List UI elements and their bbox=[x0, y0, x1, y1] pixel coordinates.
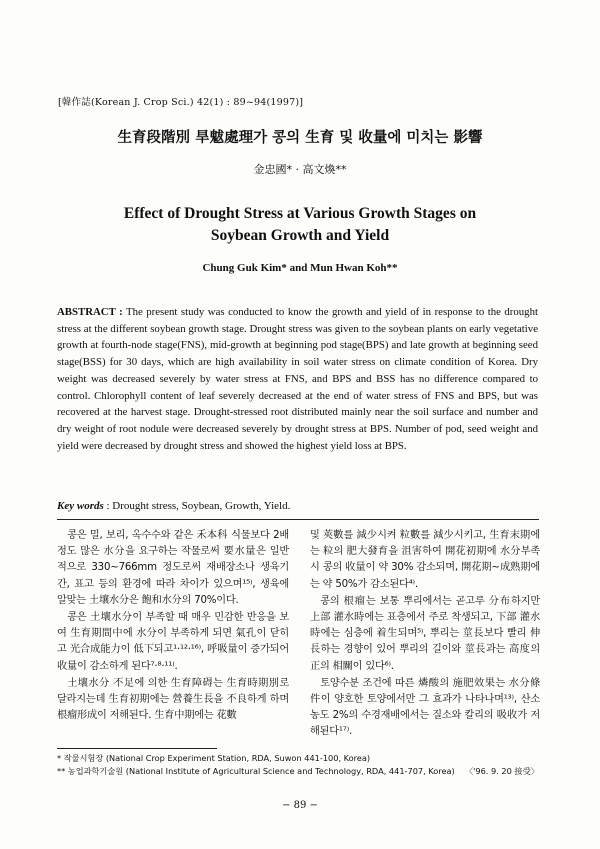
korean-title: 生育段階別 旱魃處理가 콩의 生育 및 收量에 미치는 影響 bbox=[117, 130, 483, 146]
keywords-text: : Drought stress, Soybean, Growth, Yield. bbox=[106, 500, 291, 512]
journal-citation: [韓作誌(Korean J. Crop Sci.) 42(1) : 89~94(1997)] bbox=[58, 97, 304, 108]
english-authors: Chung Guk Kim* and Mun Hwan Koh** bbox=[202, 262, 398, 274]
received-date: 〈'96. 9. 20 接受〉 bbox=[464, 766, 539, 776]
english-title-line-2: Soybean Growth and Yield bbox=[210, 227, 390, 244]
abstract-text: The present study was conducted to know the growth and yield of in response to the drought stress at the different soybean growth stage. Drought stress was given to the soybean plants on early vegetative growth at fourth-node stage(FNS), mid-growth at beginning pod stage(BPS) and late growth at beginning seed stage(BSS) for 30 days, which are high availability in soil water stress on climate condition of Korea. Dry weight was decreased severely by water stress at FNS, and BPS and BSS has no difference compared to control. Chlorophyll content of leaf severely decreased at the end of water stress of FNS and BPS, but was recovered at the harvest stage. Drought-stressed root distributed mainly near the soil surface and number and dry weight of root nodule were decreased severely by drought stress at BPS. Number of pod, seed weight and yield were decreased by drought stress and showed the highest yield loss at BPS. bbox=[57, 306, 538, 452]
footnote-2: ** 농업과학기술원 (National Institute of Agricultural Science and Technology, RDA, 441-707, Korea) bbox=[57, 766, 455, 776]
body-column-right bbox=[310, 528, 540, 741]
footnotes bbox=[57, 752, 539, 778]
footnote-2-row bbox=[57, 765, 539, 778]
body-paragraph: 토양수분 조건에 따른 燐酸의 施肥效果는 水分條件이 양호한 토양에서만 그 효과가 나타나며¹³⁾, 산소농도 2%의 수경재배에서는 질소와 칼리의 吸收가 저해된다¹⁷⁾. bbox=[310, 677, 540, 738]
abstract bbox=[57, 304, 538, 454]
keywords-divider bbox=[57, 519, 539, 520]
abstract-label: ABSTRACT : bbox=[57, 306, 123, 318]
body-paragraph: 콩은 土壤水分이 부족할 때 매우 민감한 반응을 보여 生育期間中에 水分이 부족하게 되면 氣孔이 닫히고 光合成能力이 低下되고¹·¹²·¹⁶⁾, 呼吸量이 증가되어 收量이 감소하게 된다⁷·⁸·¹¹⁾. bbox=[57, 612, 289, 672]
body-column-left bbox=[57, 528, 289, 724]
body-paragraph: 콩의 根瘤는 보통 뿌리에서는 곧고루 分布하지만 上部 灌水時에는 표층에서 주로 착생되고, 下部 灌水時에는 심층에 着生되며⁵⁾, 뿌리는 莖長보다 빨리 伸長하는 경향이 있어 뿌리의 길이와 莖長과는 高度의 正의 相關이 있다⁶⁾. bbox=[310, 595, 540, 672]
english-title-line-1: Effect of Drought Stress at Various Growth Stages on bbox=[123, 205, 477, 222]
body-paragraph: 콩은 밀, 보리, 옥수수와 같은 禾本科 식물보다 2배 정도 많은 水分을 요구하는 작물로써 要水量은 일반적으로 330~766mm 정도로써 재배장소나 생육기간, 표고 등의 환경에 따라 차이가 있으며¹⁵⁾, 생육에 알맞는 土壤水分은 飽和水分의 70%이다. bbox=[57, 530, 289, 606]
body-paragraph: 土壤水分 不足에 의한 生育障碍는 生育時期別로 달라지는데 生育初期에는 營養生長을 不良하게 하며 根瘤形成이 저해된다. 生育中期에는 花數 bbox=[57, 677, 289, 722]
footnote-divider bbox=[57, 748, 217, 749]
body-paragraph: 및 莢數를 減少시켜 粒數를 減少시키고, 生育末期에는 粒의 肥大發育을 沮害하여 開花初期에 水分부족시 콩의 收量이 약 30% 감소되며, 開花期~成熟期에는 약 50%가 감소된다⁴⁾. bbox=[310, 530, 540, 590]
english-title bbox=[0, 203, 600, 247]
keywords-label: Key words bbox=[57, 500, 104, 512]
korean-authors: 金忠國* · 高文煥** bbox=[253, 163, 347, 176]
footnote-1: * 작물시험장 (National Crop Experiment Station, RDA, Suwon 441-100, Korea) bbox=[57, 753, 371, 763]
keywords bbox=[57, 500, 538, 512]
page-number: − 89 − bbox=[282, 800, 318, 811]
